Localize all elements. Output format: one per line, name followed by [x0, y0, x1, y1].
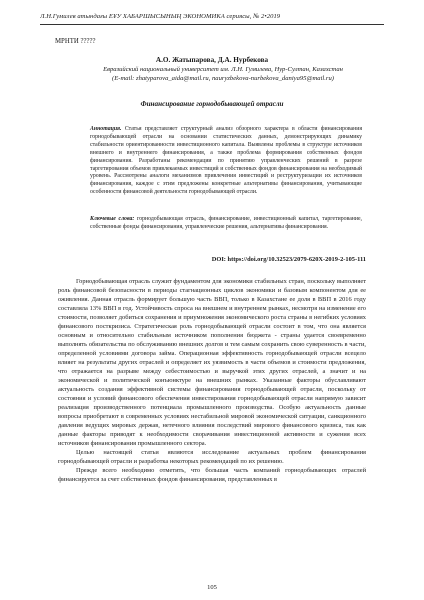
- abstract-label: Аннотация.: [90, 126, 122, 132]
- keywords-label: Ключевые слова:: [90, 216, 135, 222]
- affiliation-university: Евразийский национальный университет им. Л.Н. Гумилева, Нур-Султан, Казахстан: [103, 66, 343, 73]
- body-paragraph-2: Целью настоящей статьи являются исследование актуальных проблем финансирования горнодобывающей отрасли и разработка некоторых рекомендаций по их решению.: [58, 449, 366, 466]
- body-paragraph-3: Прежде всего необходимо отметить, что большая часть компаний горнодобывающих отраслей финансируется за счет собственных фондов финансирования, представленных в: [58, 467, 366, 484]
- keywords: [90, 216, 362, 232]
- header-divider: [40, 24, 384, 25]
- doi-link[interactable]: DOI: https://doi.org/10.32523/2079-620X-2019-2-105-111: [211, 256, 366, 263]
- article-title: Финансирование горнодобывающей отрасли: [140, 100, 284, 108]
- abstract: [90, 126, 362, 197]
- affiliation: [80, 66, 366, 83]
- keywords-text: горнодобывающая отрасль, финансирование, инвестиционный капитал, таргетирование, собственные фонды финансирования, управленческие решения, альтернативы финансирования.: [90, 216, 362, 230]
- running-header: Л.Н.Гумилев атындағы ЕҰУ ХАБАРШЫСЫНЫҢ ЭКОНОМИКА сериясы, № 2•2019: [40, 13, 281, 20]
- udc-code: МРНТИ ?????: [55, 38, 96, 45]
- authors: А.О. Жатыпарова, Д.А. Нурбекова: [155, 56, 269, 64]
- affiliation-emails: (E-mail: zhatyparova_aida@mail.ru, nauryzbekova-nurbekova_daniya95@mail.ru): [112, 74, 334, 82]
- article-body: [58, 277, 366, 484]
- abstract-text: Статья представляет структурный анализ обзорного характера в области финансирования горнодобывающей отрасли на основании статистических данных, демонстрирующих динамику стабильности ориентированности инвестиционного капитала. Выявлены проблемы в структуре источников внешнего и внутреннего финансирования, а также проблема формирования собственных фондов финансирования. Разработаны рекомендации по принятию управленческих решений в разрезе таргетирования объемов привлекаемых инвестиций и собственных фондов финансирования на необходимый уровень. Рассмотрены аналоги механизмов привлечения инвестиций и реструктуризации их источников финансирования, каждое с этим предложены конкретные альтернативы финансирования, учитывающие особенности финансовой деятельности горнодобывающей отрасли.: [90, 126, 362, 196]
- page-number: 105: [207, 584, 217, 591]
- body-paragraph-1: Горнодобывающая отрасль служит фундаментом для экономики стабильных стран, поскольку выполняет роль финансовой безопасности в периоды стагнационных циклов экономики и базовым компонентом для ее оживления. Данная отрасль формирует большую часть ВВП, только в Казахстане ее доля в ВВП в 2016 году составляла 13% ВВП в год. Устойчивость спроса на внешнем и внутреннем рынках, несмотря на изменение его стоимости, позволяет добиться сохранения и приумножения экономического роста страны в негибких условиях финансового посткризиса. Стратегическая роль горнодобывающей отрасли состоит в том, что она является основным и относительно стабильным источником пополнения бюджета - страны удается своевременно выполнять обязательства по обслуживанию внешних долгов и тем самым сохранить свою суверенность в части, определенной условиями договора займа. Операционная эффективность горнодобывающей отрасли всецело влияет на результаты других отраслей и определяет их уязвимость в части объемов и стоимости предложения, что отражается на разрыве между себестоимостью и выручкой этих других отраслей, а значит и на экономической и политической конъюнктуре на внешних рынках. Указанные факторы обуславливают актуальность создания эффективной системы финансирования горнодобывающей отрасли, поскольку от состояния и условий финансового обеспечения инвестирования горнодобывающей отрасли напрямую зависит реализация производственного потенциала промышленного производства. Особую актуальность данные вопросы приобретают в современных условиях нестабильной мировой экономической ситуации, санкционного давления ведущих мировых держав, нетечного влияния последствий мирового финансового кризиса, так как данные факторы приводят к необходимости сворачивания инвестиционной активности и сужения всех источников финансирования промышленного сектора.: [58, 278, 366, 448]
